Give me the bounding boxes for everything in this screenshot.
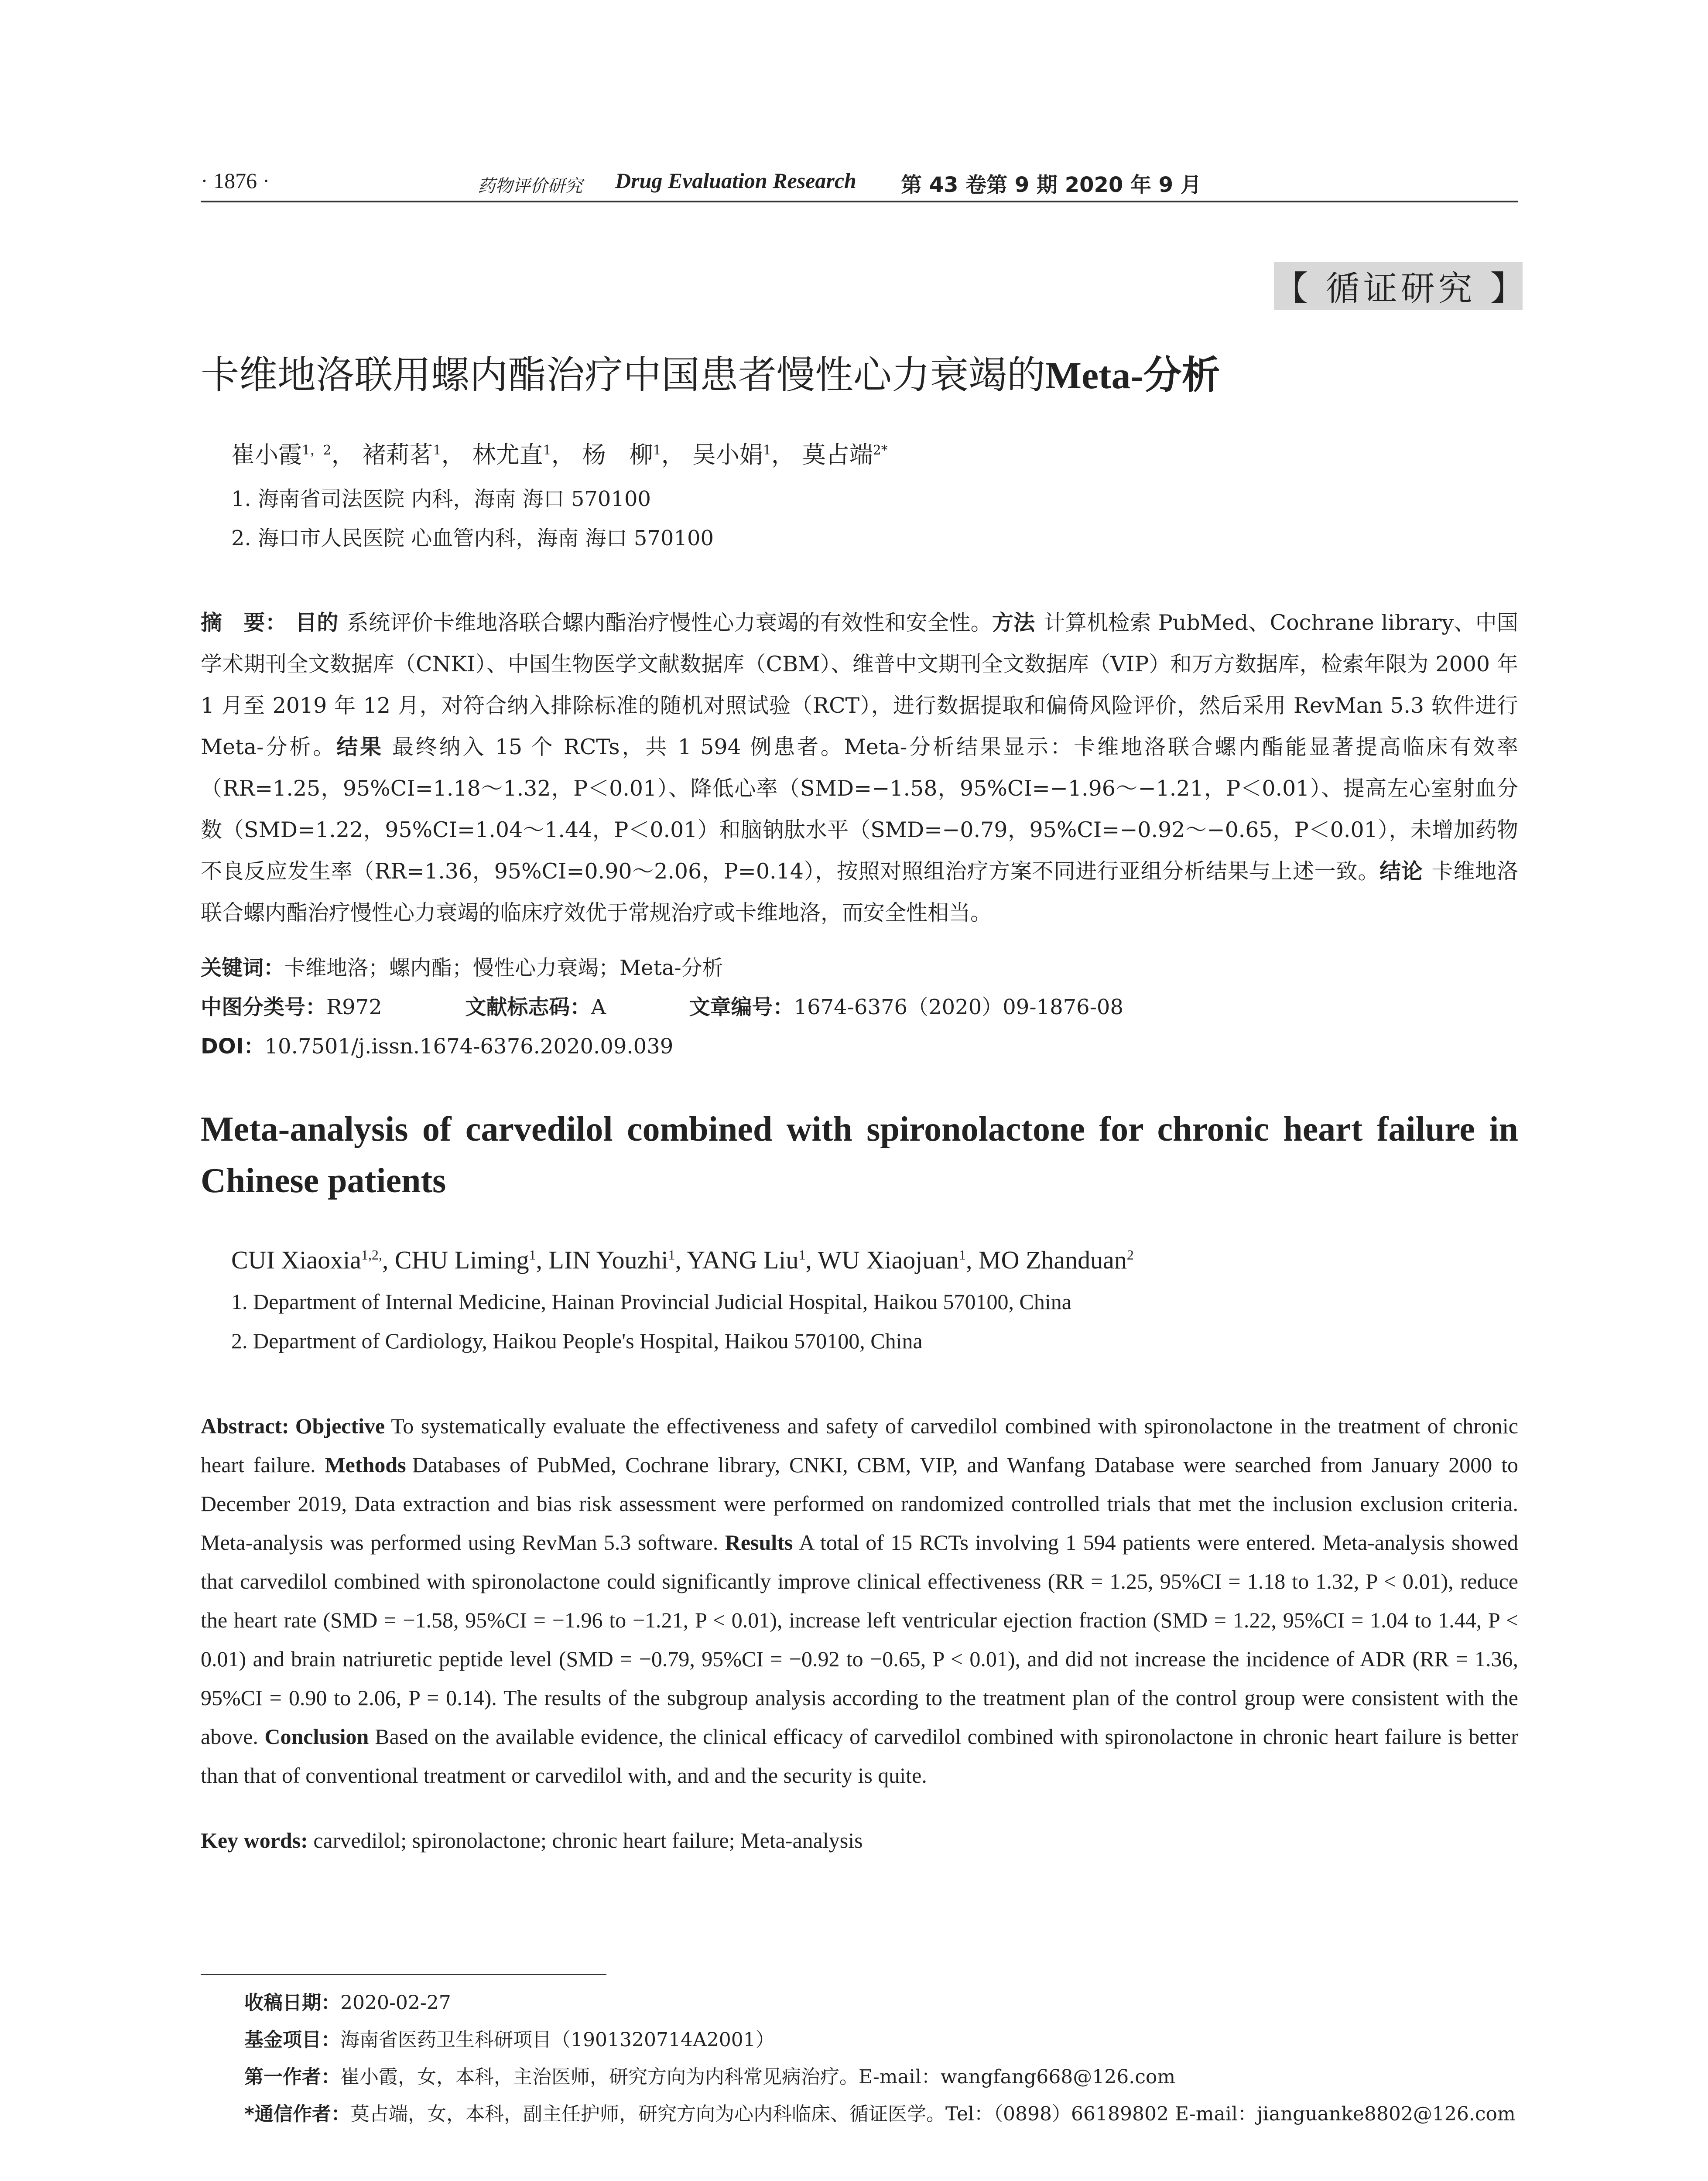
abstract-zh (201, 602, 1518, 933)
author-sup: 1 (959, 1247, 966, 1263)
footnote-value: 莫占端，女，本科，副主任护师，研究方向为心内科临床、循证医学。Tel：（0898）66189802 E-mail：jianguanke8802@126.com (350, 2103, 1516, 2125)
page-number: · 1876 · (201, 168, 270, 193)
methods-zh: 计算机检索 PubMed、Cochrane library、中国学术期刊全文数据库（CNKI）、中国生物医学文献数据库（CBM）、维普中文期刊全文数据库（VIP）和万方数据库，检索年限为 2000 年 1 月至 2019 年 12 月，对符合纳入排除标准的随机对照试验（RCT），进行数据提取和偏倚风险评价，然后采用 RevMan 5.3 软件进行 Meta-分析。 (201, 610, 1518, 759)
clc-value: R972 (326, 995, 382, 1019)
author-sup: 1 (433, 443, 442, 458)
conclusion-en: Based on the available evidence, the clinical efficacy of carvedilol combined with spironolactone in chronic heart failure is better than that of conventional treatment or carvedilol with, and and the security is quite. (201, 1724, 1518, 1788)
abstract-en (201, 1407, 1518, 1795)
methods-en: Databases of PubMed, Cochrane library, CNKI, CBM, VIP, and Wanfang Database were searched from January 2000 to December 2019, Data extraction and bias risk assessment were performed on randomized controlled trials that met the inclusion exclusion criteria. Meta-analysis was performed using RevMan 5.3 software. (201, 1453, 1518, 1555)
keywords-zh-label: 关键词： (201, 956, 285, 980)
author-sup: 1 (668, 1247, 675, 1263)
author-zh: 林尤直 (472, 441, 543, 468)
objective-en-label: Objective (295, 1414, 385, 1438)
author-en: WU Xiaojuan (818, 1246, 959, 1274)
author-sup: 1 (763, 443, 771, 458)
journal-issue: 第 43 卷第 9 期 2020 年 9 月 (901, 173, 1201, 197)
author-zh: 杨 柳 (582, 441, 653, 468)
author-en: MO Zhanduan (979, 1246, 1127, 1274)
title-zh (201, 345, 1220, 400)
classification-line (201, 990, 1123, 1020)
abstract-en-label: Abstract: (201, 1414, 289, 1438)
author-en: CHU Liming (394, 1246, 529, 1274)
results-en: A total of 15 RCTs involving 1 594 patients were entered. Meta-analysis showed that carvedilol combined with spironolactone could significantly improve clinical effectiveness (RR = 1.25, 95%CI = 1.18 to 1.32, P < 0.01), reduce the heart rate (SMD = −1.58, 95%CI = −1.96 to −1.21, P < 0.01), increase left ventricular ejection fraction (SMD = 1.22, 95%CI = 1.04 to 1.44, P < 0.01) and brain natriuretic peptide level (SMD = −0.79, 95%CI = −0.92 to −0.65, P < 0.01), and did not increase the incidence of ADR (RR = 1.36, 95%CI = 0.90 to 2.06, P = 0.14). The results of the subgroup analysis according to the treatment plan of the control group were consistent with the above. (201, 1530, 1519, 1749)
objective-zh-label: 目的 (295, 610, 339, 635)
footnote-label: 收稿日期： (244, 1992, 340, 2014)
footnote-first-author (244, 2061, 1175, 2089)
keywords-zh-value: 卡维地洛；螺内酯；慢性心力衰竭；Meta-分析 (284, 956, 723, 980)
authors-zh: 崔小霞$^{1,2}$， 褚莉茗$^1$， 林尤直$^1$， 杨 柳$^1$， 吴小娟$^1$， 莫占端$^{2*}$ (231, 441, 888, 468)
affiliation-zh-2: 2. 海口市人民医院 心血管内科，海南 海口 570100 (231, 526, 714, 550)
conclusion-zh-label: 结论 (1379, 859, 1423, 884)
affiliation-en-2: 2. Department of Cardiology, Haikou People's Hospital, Haikou 570100, China (231, 1329, 923, 1353)
authors-en: CUI Xiaoxia$^{1,2,}$, CHU Liming$^1$, LIN Youzhi$^1$, YANG Liu$^1$, WU Xiaojuan$^1$, MO Zhanduan$^2$ (231, 1246, 1134, 1274)
author-en: CUI Xiaoxia (231, 1246, 361, 1274)
author-sup: 1，2 (302, 443, 332, 458)
results-en-label: Results (725, 1530, 793, 1555)
keywords-en (201, 1828, 863, 1853)
keywords-en-label: Key words: (201, 1828, 308, 1853)
author-zh: 褚莉茗 (362, 441, 433, 468)
author-zh: 吴小娟 (692, 441, 763, 468)
author-en: YANG Liu (687, 1246, 799, 1274)
doi-value: 10.7501/j.issn.1674-6376.2020.09.039 (264, 1034, 674, 1059)
header-rule (201, 201, 1518, 202)
author-sup: 1,2, (361, 1247, 382, 1263)
author-sup: 2* (873, 443, 888, 458)
author-sup: 1 (543, 443, 551, 458)
author-sup: 1 (798, 1247, 806, 1263)
footnote-label: 第一作者： (244, 2066, 340, 2088)
results-zh: 最终纳入 15 个 RCTs，共 1 594 例患者。Meta-分析结果显示：卡维地洛联合螺内酯能显著提高临床有效率（RR=1.25，95%CI=1.18～1.32，P＜0.01）、降低心率（SMD=−1.58，95%CI=−1.96～−1.21，P＜0.01）、提高左心室射血分数（SMD=1.22，95%CI=1.04～1.44，P＜0.01）和脑钠肽水平（SMD=−0.79，95%CI=−0.92～−0.65，P＜0.01），未增加药物不良反应发生率（RR=1.36，95%CI=0.90～2.06，P=0.14），按照对照组治疗方案不同进行亚组分析结果与上述一致。 (201, 735, 1518, 884)
objective-en: To systematically evaluate the effectiveness and safety of carvedilol combined with spironolactone in the treatment of chronic heart failure. (201, 1414, 1518, 1477)
conclusion-zh: 卡维地洛联合螺内酯治疗慢性心力衰竭的临床疗效优于常规治疗或卡维地洛，而安全性相当。 (201, 859, 1518, 925)
article-number-value: 1674-6376（2020）09-1876-08 (794, 995, 1123, 1019)
methods-zh-label: 方法 (992, 610, 1035, 635)
journal-name-en: Drug Evaluation Research (615, 168, 856, 193)
title-en: Meta-analysis of carvedilol combined with spironolactone for chronic heart failure in Chinese patients (201, 1110, 1518, 1200)
keywords-zh (201, 951, 723, 981)
doi-label: DOI： (201, 1034, 265, 1059)
author-sup: 1 (529, 1247, 536, 1263)
affiliation-en-1: 1. Department of Internal Medicine, Hainan Provincial Judicial Hospital, Haikou 570100, China (231, 1289, 1071, 1314)
article-number-label: 文章编号： (689, 995, 794, 1019)
doc-code-value: A (591, 995, 606, 1019)
author-zh: 崔小霞 (231, 441, 302, 468)
journal-logo-cn: 药物评价研究 (478, 176, 582, 196)
methods-en-label: Methods (325, 1453, 406, 1477)
doi-line (201, 1029, 673, 1060)
footnote-label: *通信作者： (244, 2103, 351, 2125)
footnote-value: 海南省医药卫生科研项目（1901320714A2001） (340, 2029, 775, 2051)
conclusion-en-label: Conclusion (264, 1724, 369, 1749)
results-zh-label: 结果 (336, 735, 383, 759)
footnote-value: 崔小霞，女，本科，主治医师，研究方向为内科常见病治疗。E-mail：wangfang668@126.com (340, 2066, 1176, 2088)
affiliation-zh-1: 1. 海南省司法医院 内科，海南 海口 570100 (231, 487, 651, 511)
clc-label: 中图分类号： (201, 995, 327, 1019)
author-sup: 2 (1126, 1247, 1134, 1263)
title-zh-main: 卡维地洛联用螺内酯治疗中国患者慢性心力衰竭的 (201, 352, 1046, 397)
footnote-corresponding (244, 2098, 1516, 2126)
doc-code-label: 文献标志码： (465, 995, 591, 1019)
author-zh: 莫占端 (802, 441, 873, 468)
footnote-funding (244, 2024, 775, 2052)
section-tag: 【 循证研究 】 (1274, 262, 1523, 310)
footnote-value: 2020-02-27 (340, 1992, 451, 2014)
author-en: LIN Youzhi (548, 1246, 668, 1274)
title-zh-suffix: Meta-分析 (1045, 355, 1220, 397)
author-sup: 1 (653, 443, 661, 458)
objective-zh: 系统评价卡维地洛联合螺内酯治疗慢性心力衰竭的有效性和安全性。 (347, 610, 992, 635)
footnote-label: 基金项目： (244, 2029, 340, 2051)
abstract-zh-label: 摘 要： (201, 610, 287, 635)
footnote-rule (201, 1974, 606, 1975)
keywords-en-value: carvedilol; spironolactone; chronic heart failure; Meta-analysis (313, 1828, 863, 1853)
footnote-received (244, 1987, 451, 2015)
